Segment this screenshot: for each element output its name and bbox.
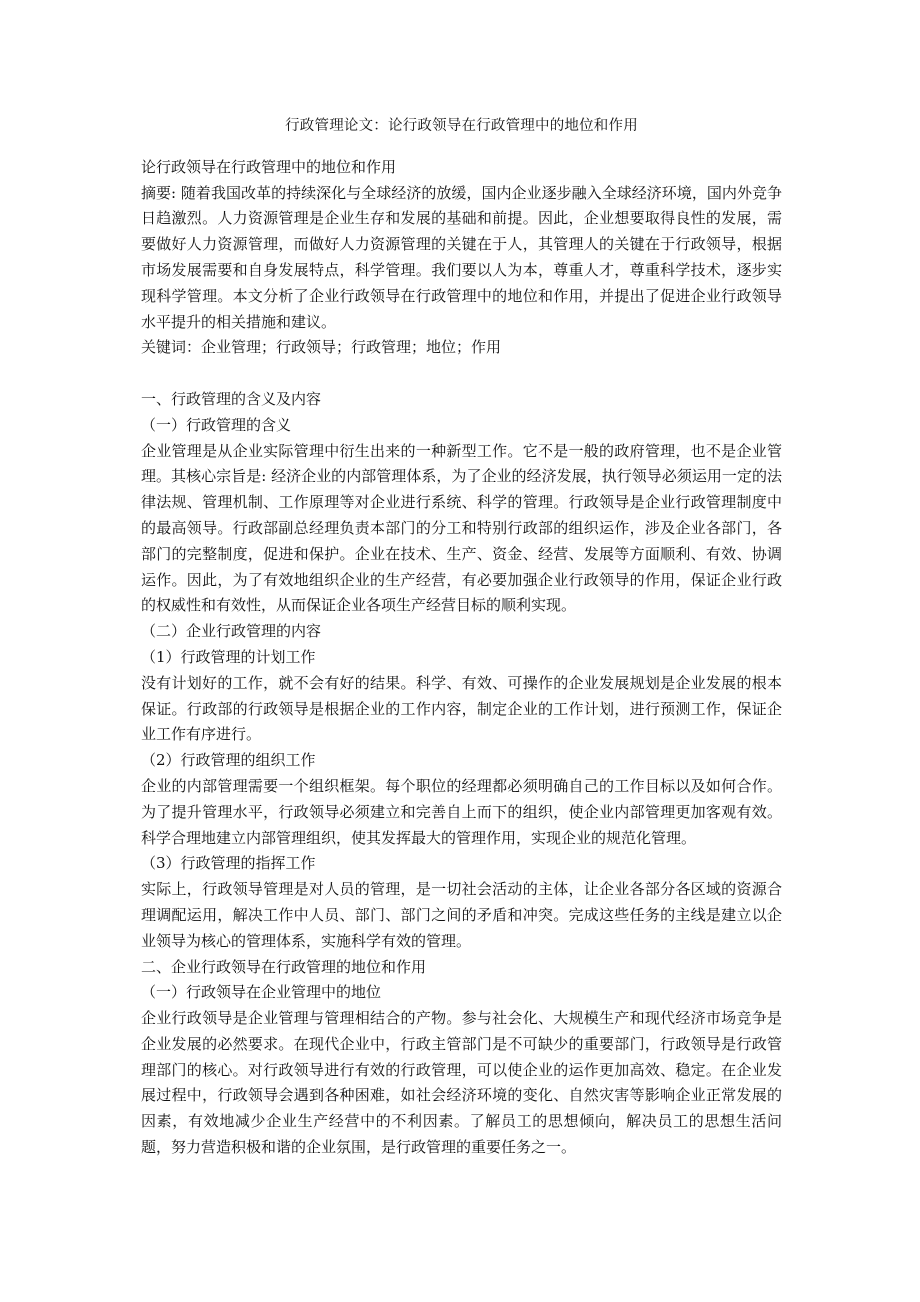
section-1-2-1-heading: （1）行政管理的计划工作 [141, 647, 316, 666]
section-2-heading: 二、企业行政领导在行政管理的地位和作用 [141, 957, 427, 976]
abstract-paragraph: 摘要: 随着我国改革的持续深化与全球经济的放缓，国内企业逐步融入全球经济环境，国内外竞争日趋激烈。人力资源管理是企业生存和发展的基础和前提。因此，企业想要取得良性的发展，需要做好人力资源管理，而做好人力资源管理的关键在于人，其管理人的关键在于行政领导，根据市场发展需要和自身发展特点，科学管理。我们要以人为本，尊重人才，尊重科学技术，逐步实现科学管理。本文分析了企业行政领导在行政管理中的地位和作用，并提出了促进企业行政领导水平提升的相关措施和建议。 [141, 183, 782, 331]
section-1-heading: 一、行政管理的含义及内容 [141, 389, 322, 408]
section-1-2-3-paragraph: 实际上，行政领导管理是对人员的管理，是一切社会活动的主体，让企业各部分各区域的资源合理调配运用，解决工作中人员、部门、部门之间的矛盾和冲突。完成这些任务的主线是建立以企业领导为核心的管理体系，实施科学有效的管理。 [141, 880, 782, 950]
section-1-2-heading: （二）企业行政管理的内容 [141, 622, 322, 641]
section-1-2-1-paragraph: 没有计划好的工作，就不会有好的结果。科学、有效、可操作的企业发展规划是企业发展的根本保证。行政部的行政领导是根据企业的工作内容，制定企业的工作计划，进行预测工作，保证企业工作有序进行。 [141, 673, 782, 744]
section-2-1-heading: （一）行政领导在企业管理中的地位 [141, 983, 382, 1002]
document-title: 行政管理论文：论行政领导在行政管理中的地位和作用 [285, 118, 638, 134]
section-2-1-paragraph: 企业行政领导是企业管理与管理相结合的产物。参与社会化、大规模生产和现代经济市场竞争是企业发展的必然要求。在现代企业中，行政主管部门是不可缺少的重要部门，行政领导是行政管理部门的核心。对行政领导进行有效的行政管理，可以使企业的运作更加高效、稳定。在企业发展过程中，行政领导会遇到各种困难，如社会经济环境的变化、自然灾害等影响企业正常发展的因素，有效地减少企业生产经营中的不利因素。了解员工的思想倾向，解决员工的思想生活问题，努力营造积极和谐的企业氛围，是行政管理的重要任务之一。 [141, 1009, 782, 1157]
article-subtitle: 论行政领导在行政管理中的地位和作用 [141, 157, 397, 176]
blank-line [141, 361, 782, 387]
section-1-2-2-heading: （2）行政管理的组织工作 [141, 751, 316, 770]
section-1-1-paragraph: 企业管理是从企业实际管理中衍生出来的一种新型工作。它不是一般的政府管理，也不是企业管理。其核心宗旨是: 经济企业的内部管理体系，为了企业的经济发展，执行领导必须运用一定的法律法规、管理机制、工作原理等对企业进行系统、科学的管理。行政领导是企业行政管理制度中的最高领导。行政部副总经理负责本部门的分工和特别行政部的组织运作，涉及企业各部门，各部门的完整制度，促进和保护。企业在技术、生产、资金、经营、发展等方面顺利、有效、协调运作。因此，为了有效地组织企业的生产经营，有必要加强企业行政领导的作用，保证企业行政的权威性和有效性，从而保证企业各项生产经营目标的顺利实现。 [141, 441, 782, 615]
keywords-line: 关键词：企业管理；行政领导；行政管理；地位；作用 [141, 338, 502, 357]
section-1-1-heading: （一）行政管理的含义 [141, 415, 292, 434]
section-1-2-3-heading: （3）行政管理的指挥工作 [141, 854, 316, 873]
section-1-2-2-paragraph: 企业的内部管理需要一个组织框架。每个职位的经理都必须明确自己的工作目标以及如何合作。为了提升管理水平，行政领导必须建立和完善自上而下的组织，使企业内部管理更加客观有效。科学合理地建立内部管理组织，使其发挥最大的管理作用，实现企业的规范化管理。 [141, 776, 782, 847]
